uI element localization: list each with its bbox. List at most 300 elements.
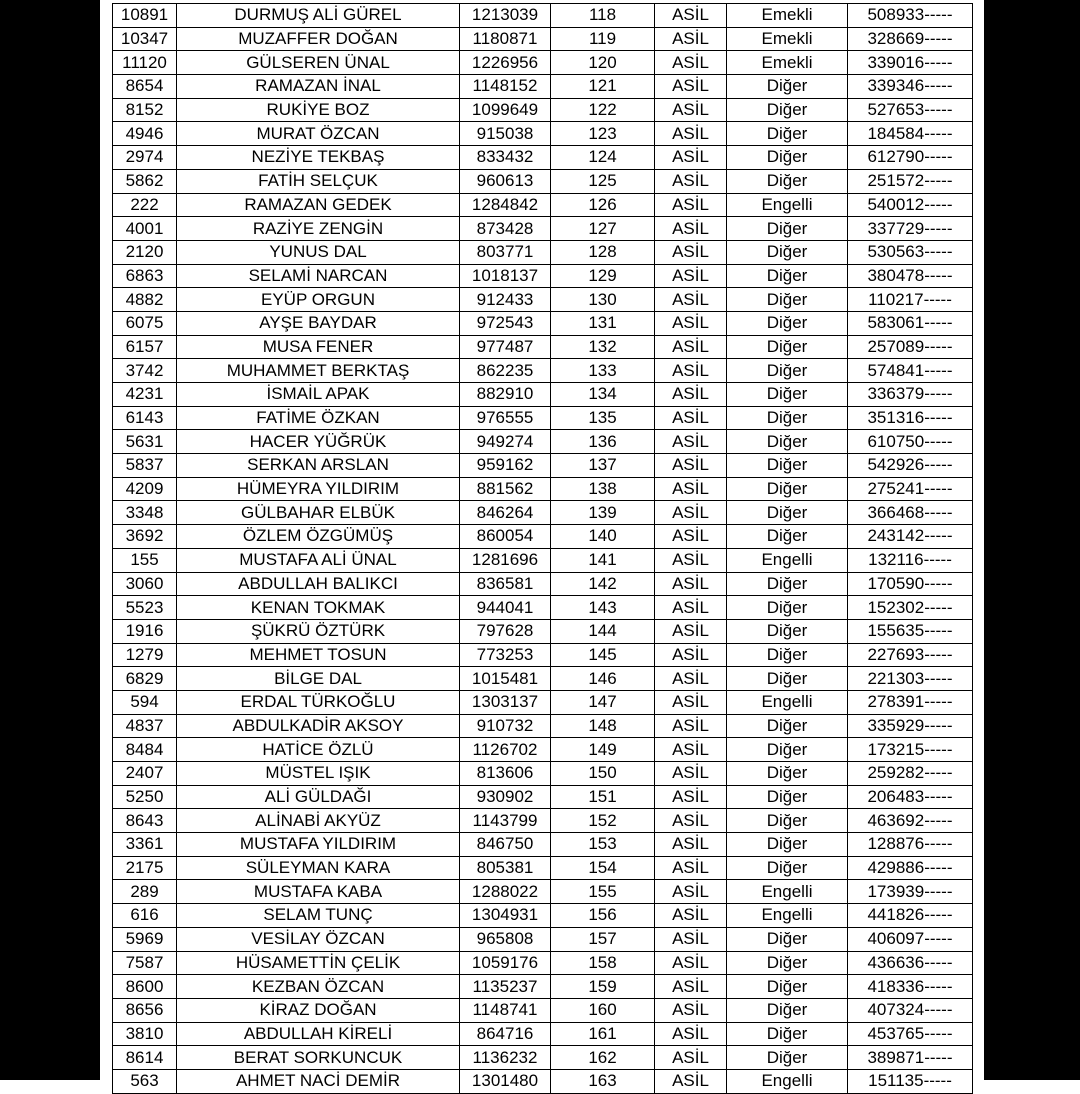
id-no-cell: 846750 <box>460 833 551 857</box>
status-cell: ASİL <box>655 998 727 1022</box>
masked-number-cell: 540012----- <box>848 193 973 217</box>
id-no-cell: 1301480 <box>460 1069 551 1093</box>
full-name-cell: ABDULLAH KİRELİ <box>177 1022 460 1046</box>
status-cell: ASİL <box>655 501 727 525</box>
rank-cell: 131 <box>551 311 655 335</box>
rank-cell: 127 <box>551 217 655 241</box>
status-cell: ASİL <box>655 785 727 809</box>
table-row <box>113 951 973 975</box>
id-no-cell: 833432 <box>460 146 551 170</box>
category-cell: Diğer <box>727 383 848 407</box>
rank-cell: 124 <box>551 146 655 170</box>
rank-cell: 119 <box>551 27 655 51</box>
status-cell: ASİL <box>655 454 727 478</box>
draw-results-table <box>112 3 973 1094</box>
category-cell: Diğer <box>727 714 848 738</box>
full-name-cell: BİLGE DAL <box>177 667 460 691</box>
rank-cell: 143 <box>551 596 655 620</box>
application-no-cell: 8654 <box>113 75 177 99</box>
category-cell: Diğer <box>727 288 848 312</box>
id-no-cell: 912433 <box>460 288 551 312</box>
table-row <box>113 264 973 288</box>
id-no-cell: 881562 <box>460 477 551 501</box>
id-no-cell: 959162 <box>460 454 551 478</box>
category-cell: Diğer <box>727 785 848 809</box>
right-black-border <box>984 0 1080 1080</box>
status-cell: ASİL <box>655 51 727 75</box>
category-cell: Diğer <box>727 264 848 288</box>
id-no-cell: 1303137 <box>460 690 551 714</box>
full-name-cell: HATİCE ÖZLÜ <box>177 738 460 762</box>
masked-number-cell: 336379----- <box>848 383 973 407</box>
full-name-cell: VESİLAY ÖZCAN <box>177 927 460 951</box>
id-no-cell: 1018137 <box>460 264 551 288</box>
rank-cell: 149 <box>551 738 655 762</box>
category-cell: Diğer <box>727 311 848 335</box>
status-cell: ASİL <box>655 4 727 28</box>
masked-number-cell: 418336----- <box>848 975 973 999</box>
status-cell: ASİL <box>655 122 727 146</box>
application-no-cell: 8656 <box>113 998 177 1022</box>
id-no-cell: 915038 <box>460 122 551 146</box>
full-name-cell: GÜLBAHAR ELBÜK <box>177 501 460 525</box>
status-cell: ASİL <box>655 406 727 430</box>
id-no-cell: 882910 <box>460 383 551 407</box>
id-no-cell: 797628 <box>460 619 551 643</box>
table-row <box>113 762 973 786</box>
full-name-cell: FATİH SELÇUK <box>177 169 460 193</box>
full-name-cell: MUHAMMET BERKTAŞ <box>177 359 460 383</box>
category-cell: Diğer <box>727 406 848 430</box>
masked-number-cell: 173215----- <box>848 738 973 762</box>
masked-number-cell: 583061----- <box>848 311 973 335</box>
rank-cell: 144 <box>551 619 655 643</box>
masked-number-cell: 351316----- <box>848 406 973 430</box>
full-name-cell: SELAMİ NARCAN <box>177 264 460 288</box>
masked-number-cell: 151135----- <box>848 1069 973 1093</box>
category-cell: Diğer <box>727 667 848 691</box>
full-name-cell: HÜSAMETTİN ÇELİK <box>177 951 460 975</box>
application-no-cell: 3692 <box>113 525 177 549</box>
id-no-cell: 1148741 <box>460 998 551 1022</box>
id-no-cell: 1099649 <box>460 98 551 122</box>
full-name-cell: ABDULKADİR AKSOY <box>177 714 460 738</box>
rank-cell: 141 <box>551 548 655 572</box>
status-cell: ASİL <box>655 833 727 857</box>
table-row <box>113 335 973 359</box>
full-name-cell: AHMET NACİ DEMİR <box>177 1069 460 1093</box>
masked-number-cell: 453765----- <box>848 1022 973 1046</box>
full-name-cell: MEHMET TOSUN <box>177 643 460 667</box>
status-cell: ASİL <box>655 714 727 738</box>
table-row <box>113 738 973 762</box>
masked-number-cell: 463692----- <box>848 809 973 833</box>
table-row <box>113 572 973 596</box>
category-cell: Diğer <box>727 240 848 264</box>
status-cell: ASİL <box>655 264 727 288</box>
masked-number-cell: 406097----- <box>848 927 973 951</box>
id-no-cell: 1180871 <box>460 27 551 51</box>
id-no-cell: 1284842 <box>460 193 551 217</box>
rank-cell: 163 <box>551 1069 655 1093</box>
id-no-cell: 836581 <box>460 572 551 596</box>
application-no-cell: 4231 <box>113 383 177 407</box>
category-cell: Engelli <box>727 880 848 904</box>
rank-cell: 138 <box>551 477 655 501</box>
rank-cell: 118 <box>551 4 655 28</box>
application-no-cell: 5969 <box>113 927 177 951</box>
table-row <box>113 619 973 643</box>
id-no-cell: 1136232 <box>460 1046 551 1070</box>
status-cell: ASİL <box>655 619 727 643</box>
status-cell: ASİL <box>655 98 727 122</box>
full-name-cell: KENAN TOKMAK <box>177 596 460 620</box>
application-no-cell: 6829 <box>113 667 177 691</box>
application-no-cell: 289 <box>113 880 177 904</box>
id-no-cell: 805381 <box>460 856 551 880</box>
id-no-cell: 910732 <box>460 714 551 738</box>
full-name-cell: RAMAZAN GEDEK <box>177 193 460 217</box>
full-name-cell: AYŞE BAYDAR <box>177 311 460 335</box>
full-name-cell: YUNUS DAL <box>177 240 460 264</box>
table-row <box>113 217 973 241</box>
rank-cell: 125 <box>551 169 655 193</box>
status-cell: ASİL <box>655 75 727 99</box>
left-black-border <box>0 0 100 1080</box>
rank-cell: 129 <box>551 264 655 288</box>
full-name-cell: MUSTAFA ALİ ÜNAL <box>177 548 460 572</box>
rank-cell: 152 <box>551 809 655 833</box>
rank-cell: 158 <box>551 951 655 975</box>
status-cell: ASİL <box>655 975 727 999</box>
id-no-cell: 977487 <box>460 335 551 359</box>
table-row <box>113 193 973 217</box>
full-name-cell: SERKAN ARSLAN <box>177 454 460 478</box>
status-cell: ASİL <box>655 1069 727 1093</box>
status-cell: ASİL <box>655 762 727 786</box>
table-row <box>113 880 973 904</box>
status-cell: ASİL <box>655 809 727 833</box>
table-row <box>113 454 973 478</box>
application-no-cell: 7587 <box>113 951 177 975</box>
masked-number-cell: 574841----- <box>848 359 973 383</box>
table-row <box>113 383 973 407</box>
category-cell: Diğer <box>727 359 848 383</box>
application-no-cell: 8614 <box>113 1046 177 1070</box>
rank-cell: 133 <box>551 359 655 383</box>
table-row <box>113 596 973 620</box>
status-cell: ASİL <box>655 525 727 549</box>
full-name-cell: MÜSTEL IŞIK <box>177 762 460 786</box>
full-name-cell: İSMAİL APAK <box>177 383 460 407</box>
table-row <box>113 240 973 264</box>
application-no-cell: 5862 <box>113 169 177 193</box>
rank-cell: 161 <box>551 1022 655 1046</box>
application-no-cell: 5631 <box>113 430 177 454</box>
table-row <box>113 833 973 857</box>
table-row <box>113 904 973 928</box>
masked-number-cell: 530563----- <box>848 240 973 264</box>
application-no-cell: 155 <box>113 548 177 572</box>
masked-number-cell: 339016----- <box>848 51 973 75</box>
application-no-cell: 8600 <box>113 975 177 999</box>
category-cell: Diğer <box>727 75 848 99</box>
category-cell: Diğer <box>727 430 848 454</box>
application-no-cell: 5250 <box>113 785 177 809</box>
masked-number-cell: 257089----- <box>848 335 973 359</box>
category-cell: Diğer <box>727 619 848 643</box>
masked-number-cell: 610750----- <box>848 430 973 454</box>
rank-cell: 150 <box>551 762 655 786</box>
application-no-cell: 4837 <box>113 714 177 738</box>
masked-number-cell: 337729----- <box>848 217 973 241</box>
table-row <box>113 75 973 99</box>
rank-cell: 142 <box>551 572 655 596</box>
application-no-cell: 11120 <box>113 51 177 75</box>
category-cell: Diğer <box>727 927 848 951</box>
masked-number-cell: 170590----- <box>848 572 973 596</box>
full-name-cell: ALİ GÜLDAĞI <box>177 785 460 809</box>
category-cell: Emekli <box>727 27 848 51</box>
masked-number-cell: 441826----- <box>848 904 973 928</box>
full-name-cell: HÜMEYRA YILDIRIM <box>177 477 460 501</box>
rank-cell: 126 <box>551 193 655 217</box>
id-no-cell: 1015481 <box>460 667 551 691</box>
application-no-cell: 4209 <box>113 477 177 501</box>
status-cell: ASİL <box>655 311 727 335</box>
application-no-cell: 6143 <box>113 406 177 430</box>
category-cell: Diğer <box>727 217 848 241</box>
table-row <box>113 4 973 28</box>
rank-cell: 121 <box>551 75 655 99</box>
status-cell: ASİL <box>655 856 727 880</box>
category-cell: Diğer <box>727 525 848 549</box>
table-row <box>113 169 973 193</box>
id-no-cell: 846264 <box>460 501 551 525</box>
category-cell: Diğer <box>727 809 848 833</box>
table-row <box>113 714 973 738</box>
application-no-cell: 5837 <box>113 454 177 478</box>
table-row <box>113 643 973 667</box>
masked-number-cell: 612790----- <box>848 146 973 170</box>
full-name-cell: KEZBAN ÖZCAN <box>177 975 460 999</box>
masked-number-cell: 259282----- <box>848 762 973 786</box>
application-no-cell: 5523 <box>113 596 177 620</box>
table-body <box>113 4 973 1094</box>
table-row <box>113 856 973 880</box>
category-cell: Engelli <box>727 1069 848 1093</box>
rank-cell: 136 <box>551 430 655 454</box>
status-cell: ASİL <box>655 430 727 454</box>
table-row <box>113 51 973 75</box>
application-no-cell: 594 <box>113 690 177 714</box>
category-cell: Diğer <box>727 833 848 857</box>
category-cell: Diğer <box>727 951 848 975</box>
application-no-cell: 2974 <box>113 146 177 170</box>
rank-cell: 122 <box>551 98 655 122</box>
status-cell: ASİL <box>655 904 727 928</box>
table-row <box>113 406 973 430</box>
full-name-cell: GÜLSEREN ÜNAL <box>177 51 460 75</box>
masked-number-cell: 380478----- <box>848 264 973 288</box>
masked-number-cell: 278391----- <box>848 690 973 714</box>
table-row <box>113 98 973 122</box>
rank-cell: 155 <box>551 880 655 904</box>
application-no-cell: 8152 <box>113 98 177 122</box>
status-cell: ASİL <box>655 477 727 501</box>
id-no-cell: 860054 <box>460 525 551 549</box>
full-name-cell: SÜLEYMAN KARA <box>177 856 460 880</box>
rank-cell: 132 <box>551 335 655 359</box>
category-cell: Diğer <box>727 1022 848 1046</box>
full-name-cell: SELAM TUNÇ <box>177 904 460 928</box>
rank-cell: 128 <box>551 240 655 264</box>
application-no-cell: 3361 <box>113 833 177 857</box>
id-no-cell: 960613 <box>460 169 551 193</box>
full-name-cell: MUZAFFER DOĞAN <box>177 27 460 51</box>
full-name-cell: KİRAZ DOĞAN <box>177 998 460 1022</box>
rank-cell: 153 <box>551 833 655 857</box>
full-name-cell: EYÜP ORGUN <box>177 288 460 312</box>
masked-number-cell: 328669----- <box>848 27 973 51</box>
category-cell: Diğer <box>727 572 848 596</box>
id-no-cell: 773253 <box>460 643 551 667</box>
table-row <box>113 501 973 525</box>
application-no-cell: 3810 <box>113 1022 177 1046</box>
application-no-cell: 6157 <box>113 335 177 359</box>
id-no-cell: 965808 <box>460 927 551 951</box>
rank-cell: 137 <box>551 454 655 478</box>
table-row <box>113 548 973 572</box>
table-row <box>113 809 973 833</box>
rank-cell: 157 <box>551 927 655 951</box>
table-row <box>113 525 973 549</box>
application-no-cell: 4946 <box>113 122 177 146</box>
application-no-cell: 6863 <box>113 264 177 288</box>
id-no-cell: 1288022 <box>460 880 551 904</box>
full-name-cell: HACER YÜĞRÜK <box>177 430 460 454</box>
id-no-cell: 803771 <box>460 240 551 264</box>
table-row <box>113 1046 973 1070</box>
full-name-cell: ŞÜKRÜ ÖZTÜRK <box>177 619 460 643</box>
rank-cell: 145 <box>551 643 655 667</box>
id-no-cell: 944041 <box>460 596 551 620</box>
status-cell: ASİL <box>655 1022 727 1046</box>
full-name-cell: MUSTAFA KABA <box>177 880 460 904</box>
full-name-cell: MUSTAFA YILDIRIM <box>177 833 460 857</box>
full-name-cell: FATİME ÖZKAN <box>177 406 460 430</box>
id-no-cell: 1148152 <box>460 75 551 99</box>
full-name-cell: MUSA FENER <box>177 335 460 359</box>
application-no-cell: 2175 <box>113 856 177 880</box>
application-no-cell: 3348 <box>113 501 177 525</box>
masked-number-cell: 227693----- <box>848 643 973 667</box>
rank-cell: 139 <box>551 501 655 525</box>
category-cell: Diğer <box>727 477 848 501</box>
masked-number-cell: 173939----- <box>848 880 973 904</box>
status-cell: ASİL <box>655 193 727 217</box>
category-cell: Engelli <box>727 548 848 572</box>
application-no-cell: 6075 <box>113 311 177 335</box>
id-no-cell: 972543 <box>460 311 551 335</box>
masked-number-cell: 542926----- <box>848 454 973 478</box>
category-cell: Diğer <box>727 975 848 999</box>
status-cell: ASİL <box>655 690 727 714</box>
application-no-cell: 4001 <box>113 217 177 241</box>
masked-number-cell: 251572----- <box>848 169 973 193</box>
application-no-cell: 1916 <box>113 619 177 643</box>
full-name-cell: ABDULLAH BALIKCI <box>177 572 460 596</box>
application-no-cell: 10347 <box>113 27 177 51</box>
application-no-cell: 222 <box>113 193 177 217</box>
rank-cell: 160 <box>551 998 655 1022</box>
status-cell: ASİL <box>655 643 727 667</box>
masked-number-cell: 407324----- <box>848 998 973 1022</box>
masked-number-cell: 184584----- <box>848 122 973 146</box>
status-cell: ASİL <box>655 927 727 951</box>
category-cell: Diğer <box>727 1046 848 1070</box>
table-row <box>113 288 973 312</box>
application-no-cell: 563 <box>113 1069 177 1093</box>
category-cell: Diğer <box>727 596 848 620</box>
application-no-cell: 3060 <box>113 572 177 596</box>
rank-cell: 159 <box>551 975 655 999</box>
category-cell: Diğer <box>727 122 848 146</box>
table-row <box>113 27 973 51</box>
status-cell: ASİL <box>655 383 727 407</box>
rank-cell: 140 <box>551 525 655 549</box>
full-name-cell: ERDAL TÜRKOĞLU <box>177 690 460 714</box>
category-cell: Diğer <box>727 98 848 122</box>
category-cell: Diğer <box>727 454 848 478</box>
full-name-cell: ALİNABİ AKYÜZ <box>177 809 460 833</box>
full-name-cell: RAMAZAN İNAL <box>177 75 460 99</box>
status-cell: ASİL <box>655 548 727 572</box>
category-cell: Emekli <box>727 4 848 28</box>
status-cell: ASİL <box>655 596 727 620</box>
status-cell: ASİL <box>655 880 727 904</box>
id-no-cell: 1143799 <box>460 809 551 833</box>
table-row <box>113 430 973 454</box>
masked-number-cell: 339346----- <box>848 75 973 99</box>
status-cell: ASİL <box>655 335 727 359</box>
id-no-cell: 1126702 <box>460 738 551 762</box>
masked-number-cell: 110217----- <box>848 288 973 312</box>
status-cell: ASİL <box>655 572 727 596</box>
id-no-cell: 1226956 <box>460 51 551 75</box>
table-row <box>113 1022 973 1046</box>
status-cell: ASİL <box>655 169 727 193</box>
category-cell: Diğer <box>727 169 848 193</box>
category-cell: Engelli <box>727 193 848 217</box>
status-cell: ASİL <box>655 359 727 383</box>
table-row <box>113 122 973 146</box>
status-cell: ASİL <box>655 951 727 975</box>
table-row <box>113 1069 973 1093</box>
application-no-cell: 1279 <box>113 643 177 667</box>
table-row <box>113 975 973 999</box>
table-row <box>113 785 973 809</box>
status-cell: ASİL <box>655 146 727 170</box>
id-no-cell: 1135237 <box>460 975 551 999</box>
masked-number-cell: 243142----- <box>848 525 973 549</box>
table-row <box>113 146 973 170</box>
category-cell: Diğer <box>727 335 848 359</box>
table-row <box>113 690 973 714</box>
id-no-cell: 813606 <box>460 762 551 786</box>
category-cell: Diğer <box>727 762 848 786</box>
category-cell: Emekli <box>727 51 848 75</box>
